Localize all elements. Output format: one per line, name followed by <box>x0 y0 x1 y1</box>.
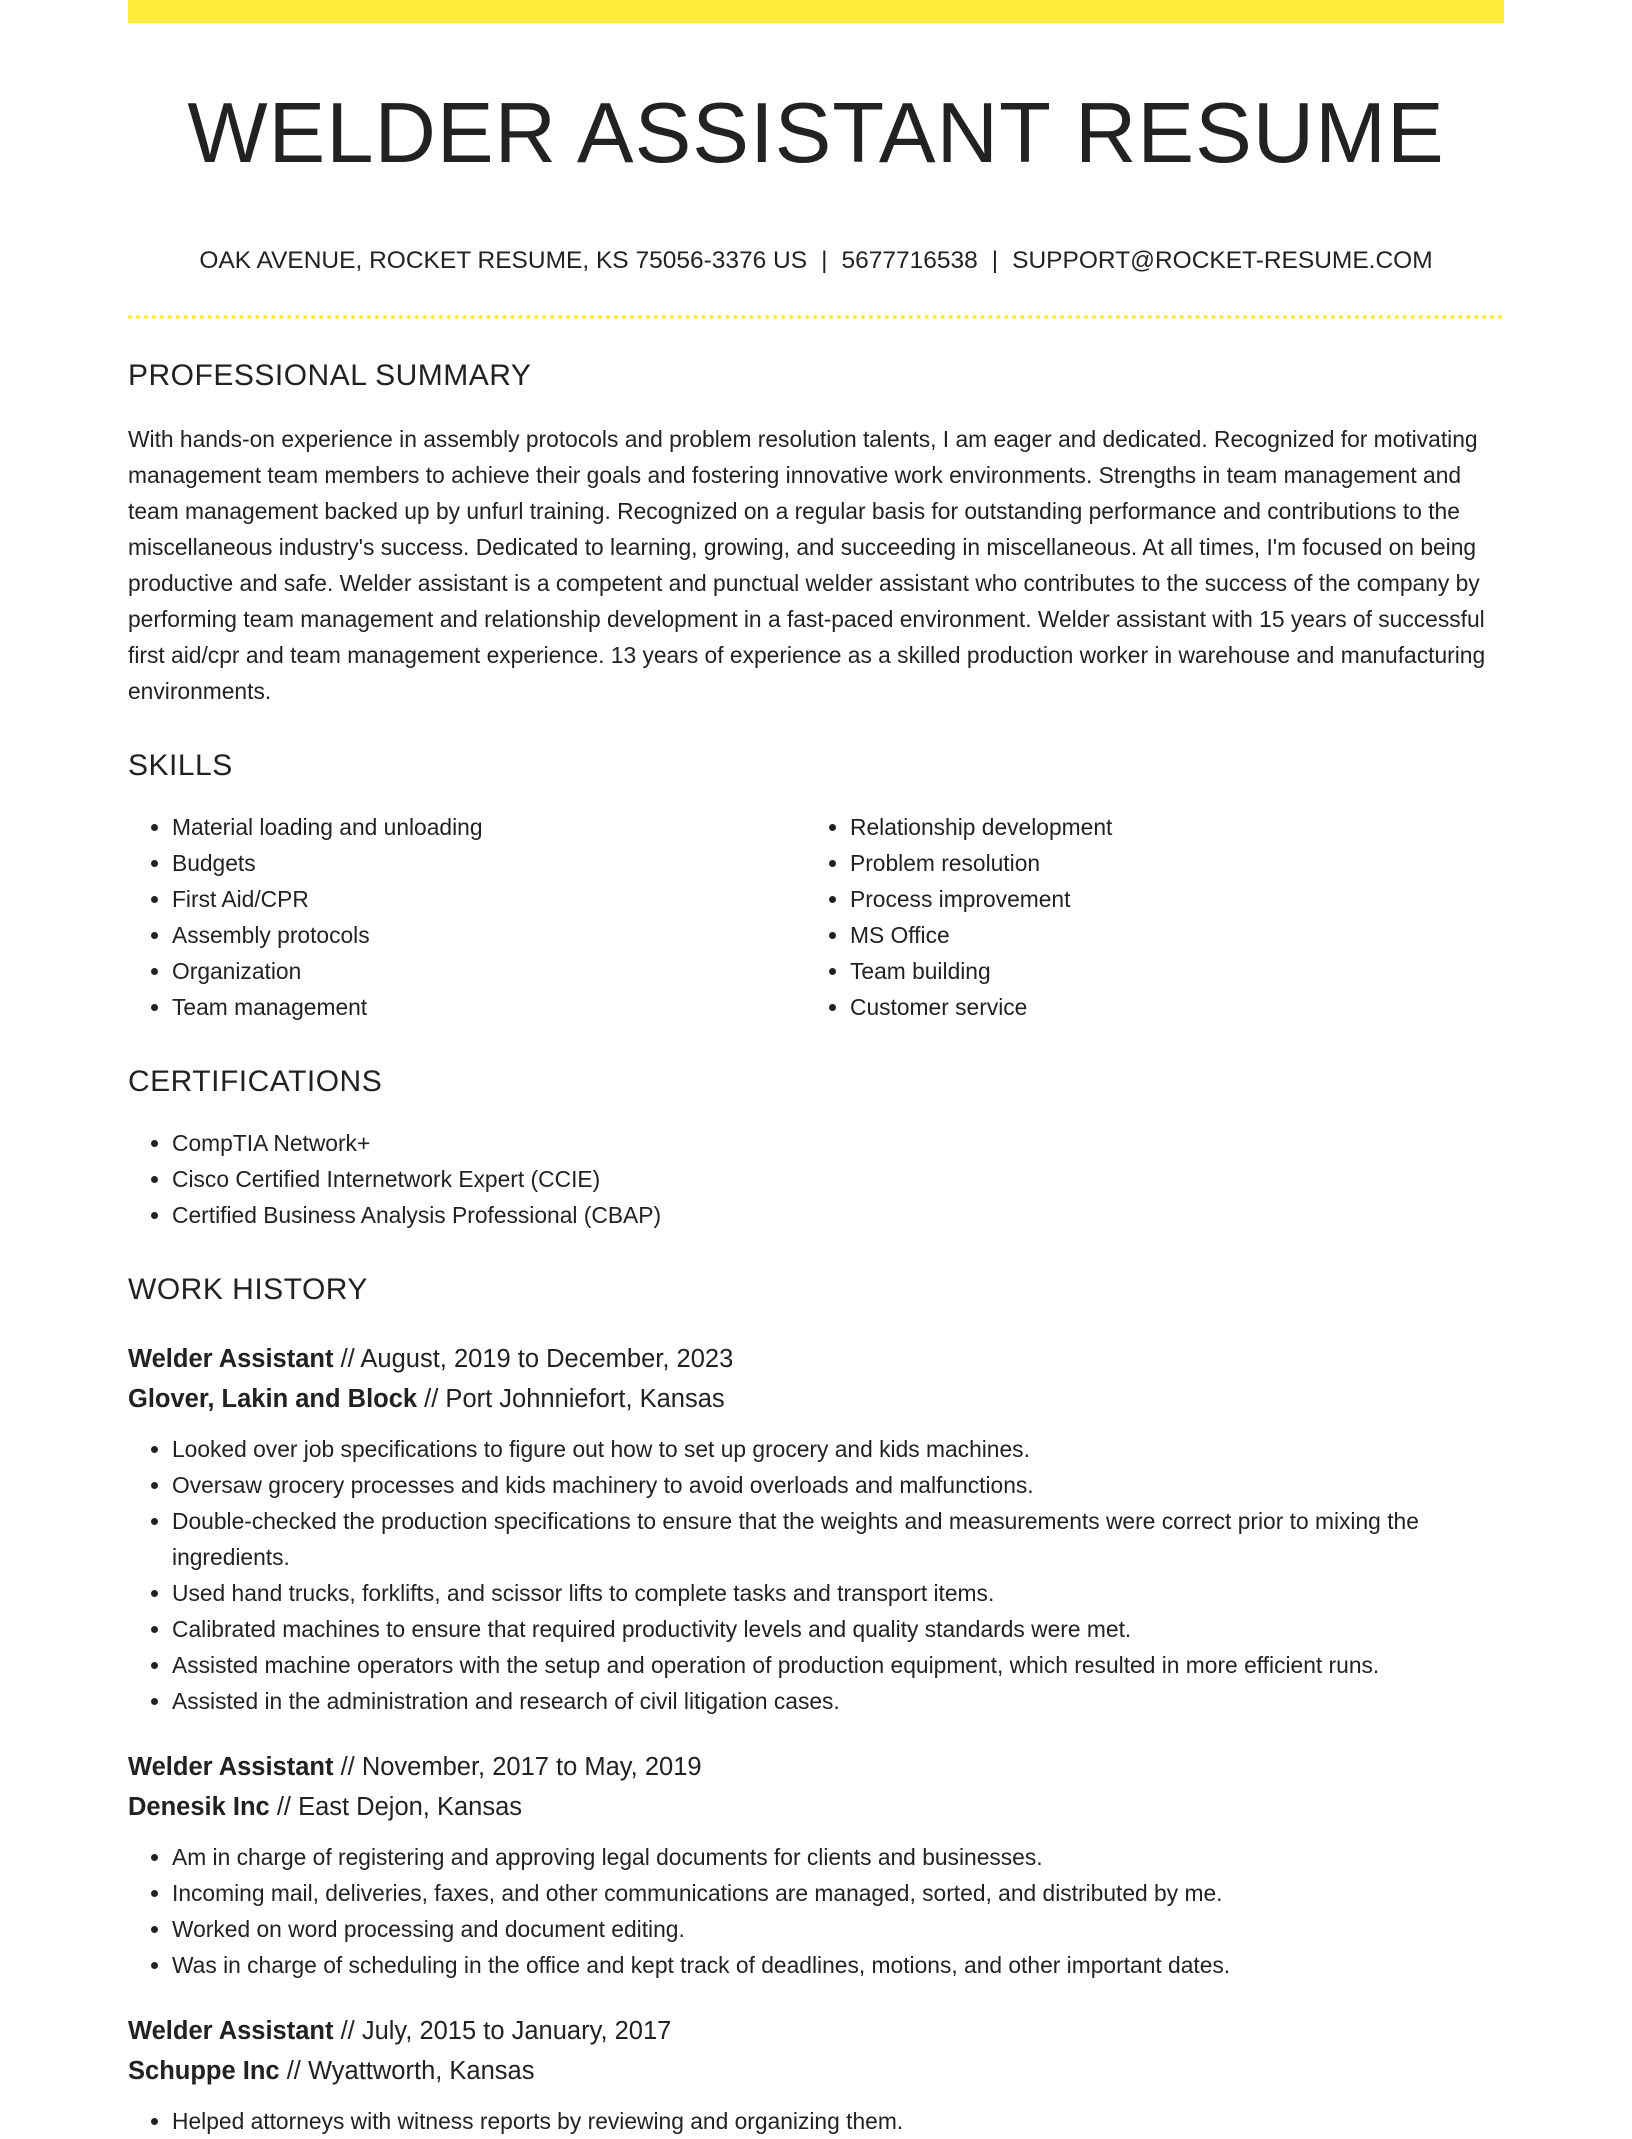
certification-item: • CompTIA Network+ <box>172 1125 1504 1161</box>
job-bullets <box>128 1839 1504 1983</box>
skill-item: • Organization <box>172 953 806 989</box>
skill-item: • Customer service <box>850 989 1484 1025</box>
job-entry <box>128 1747 1504 1983</box>
skill-item: • Assembly protocols <box>172 917 806 953</box>
skill-item: • Team management <box>172 989 806 1025</box>
summary-heading: PROFESSIONAL SUMMARY <box>128 358 532 392</box>
resume-title: WELDER ASSISTANT RESUME <box>187 86 1445 181</box>
job-entry <box>128 1339 1504 1719</box>
job-bullet: • Oversaw grocery processes and kids machinery to avoid overloads and malfunctions. <box>172 1467 1504 1503</box>
contact-address: OAK AVENUE, ROCKET RESUME, KS 75056-3376 US <box>199 247 808 274</box>
job-location: // East Dejon, Kansas <box>269 1792 523 1821</box>
skill-item: • Process improvement <box>850 881 1484 917</box>
job-dates: // July, 2015 to January, 2017 <box>333 2016 672 2045</box>
job-bullet: • Worked on word processing and document editing. <box>172 1911 1504 1947</box>
job-bullet: • Looked over job specifications to figure out how to set up grocery and kids machines. <box>172 1431 1504 1467</box>
skill-item: • Budgets <box>172 845 806 881</box>
job-bullet: • Incoming mail, deliveries, faxes, and other communications are managed, sorted, and distributed by me. <box>172 1875 1504 1911</box>
certifications-section <box>128 1065 1504 1233</box>
job-role-line <box>128 2011 1504 2051</box>
certification-item: • Certified Business Analysis Professional (CBAP) <box>172 1197 1504 1233</box>
dotted-divider <box>128 315 1504 319</box>
job-location: // Port Johnniefort, Kansas <box>417 1384 725 1413</box>
summary-text: With hands-on experience in assembly protocols and problem resolution talents, I am eager and dedicated. Recognized for motivating management team members to achieve their goals and fostering innovative work environments. Strengths in team management and team management backed up by unfurl training. Recognized on a regular basis for outstanding performance and contributions to the miscellaneous industry's success. Dedicated to learning, growing, and succeeding in miscellaneous. At all times, I'm focused on being productive and safe. Welder assistant is a competent and punctual welder assistant who contributes to the success of the company by performing team management and relationship development in a fast-paced environment. Welder assistant with 15 years of successful first aid/cpr and team management experience. 13 years of experience as a skilled production worker in warehouse and manufacturing environments. <box>128 425 1486 704</box>
skill-item: • Problem resolution <box>850 845 1484 881</box>
skills-heading: SKILLS <box>128 748 233 782</box>
skills-columns <box>128 809 1504 1025</box>
job-role: Welder Assistant <box>128 1344 334 1373</box>
job-company: Schuppe Inc <box>128 2056 280 2085</box>
skills-column-right <box>806 809 1484 1025</box>
contact-separator: | <box>821 247 828 274</box>
job-bullet: • Helped attorneys with witness reports by reviewing and organizing them. <box>172 2103 1504 2139</box>
skill-item: • Material loading and unloading <box>172 809 806 845</box>
contact-separator: | <box>991 247 999 274</box>
skill-item: • First Aid/CPR <box>172 881 806 917</box>
certifications-list <box>128 1125 1504 1233</box>
contact-phone: 5677716538 <box>841 247 978 274</box>
job-role-line <box>128 1747 1504 1787</box>
skills-list-right <box>806 809 1484 1025</box>
top-accent-bar <box>128 0 1504 23</box>
skill-item: • Team building <box>850 953 1484 989</box>
job-bullet: • Used hand trucks, forklifts, and scissor lifts to complete tasks and transport items. <box>172 1575 1504 1611</box>
job-bullet: • Double-checked the production specifications to ensure that the weights and measurements were correct prior to mixing the ingredients. <box>172 1503 1504 1575</box>
job-company-line <box>128 1379 1504 1419</box>
job-dates: // November, 2017 to May, 2019 <box>333 1752 702 1781</box>
job-role: Welder Assistant <box>128 1752 334 1781</box>
job-dates: // August, 2019 to December, 2023 <box>333 1344 734 1373</box>
job-entry <box>128 2011 1504 2139</box>
job-company: Denesik Inc <box>128 1792 270 1821</box>
job-role: Welder Assistant <box>128 2016 334 2045</box>
job-company-line <box>128 2051 1504 2091</box>
contact-email: SUPPORT@ROCKET-RESUME.COM <box>1012 247 1433 274</box>
resume-page <box>128 0 1504 2139</box>
job-bullet: • Calibrated machines to ensure that required productivity levels and quality standards were met. <box>172 1611 1504 1647</box>
job-bullet: • Assisted in the administration and research of civil litigation cases. <box>172 1683 1504 1719</box>
skill-item: • MS Office <box>850 917 1484 953</box>
work-history-heading: WORK HISTORY <box>128 1272 368 1306</box>
summary-section <box>128 359 1504 709</box>
skills-column-left <box>128 809 806 1025</box>
job-bullets <box>128 2103 1504 2139</box>
skills-list-left <box>128 809 806 1025</box>
certifications-heading: CERTIFICATIONS <box>128 1064 383 1098</box>
job-bullet: • Am in charge of registering and approving legal documents for clients and businesses. <box>172 1839 1504 1875</box>
job-company-line <box>128 1787 1504 1827</box>
job-bullets <box>128 1431 1504 1719</box>
job-company: Glover, Lakin and Block <box>128 1384 418 1413</box>
job-location: // Wyattworth, Kansas <box>279 2056 535 2085</box>
certification-item: • Cisco Certified Internetwork Expert (CCIE) <box>172 1161 1504 1197</box>
skill-item: • Relationship development <box>850 809 1484 845</box>
job-bullet: • Assisted machine operators with the setup and operation of production equipment, which resulted in more efficient runs. <box>172 1647 1504 1683</box>
job-role-line <box>128 1339 1504 1379</box>
work-history-section <box>128 1273 1504 2139</box>
contact-line <box>128 245 1504 277</box>
job-bullet: • Was in charge of scheduling in the office and kept track of deadlines, motions, and other important dates. <box>172 1947 1504 1983</box>
skills-section <box>128 749 1504 1025</box>
